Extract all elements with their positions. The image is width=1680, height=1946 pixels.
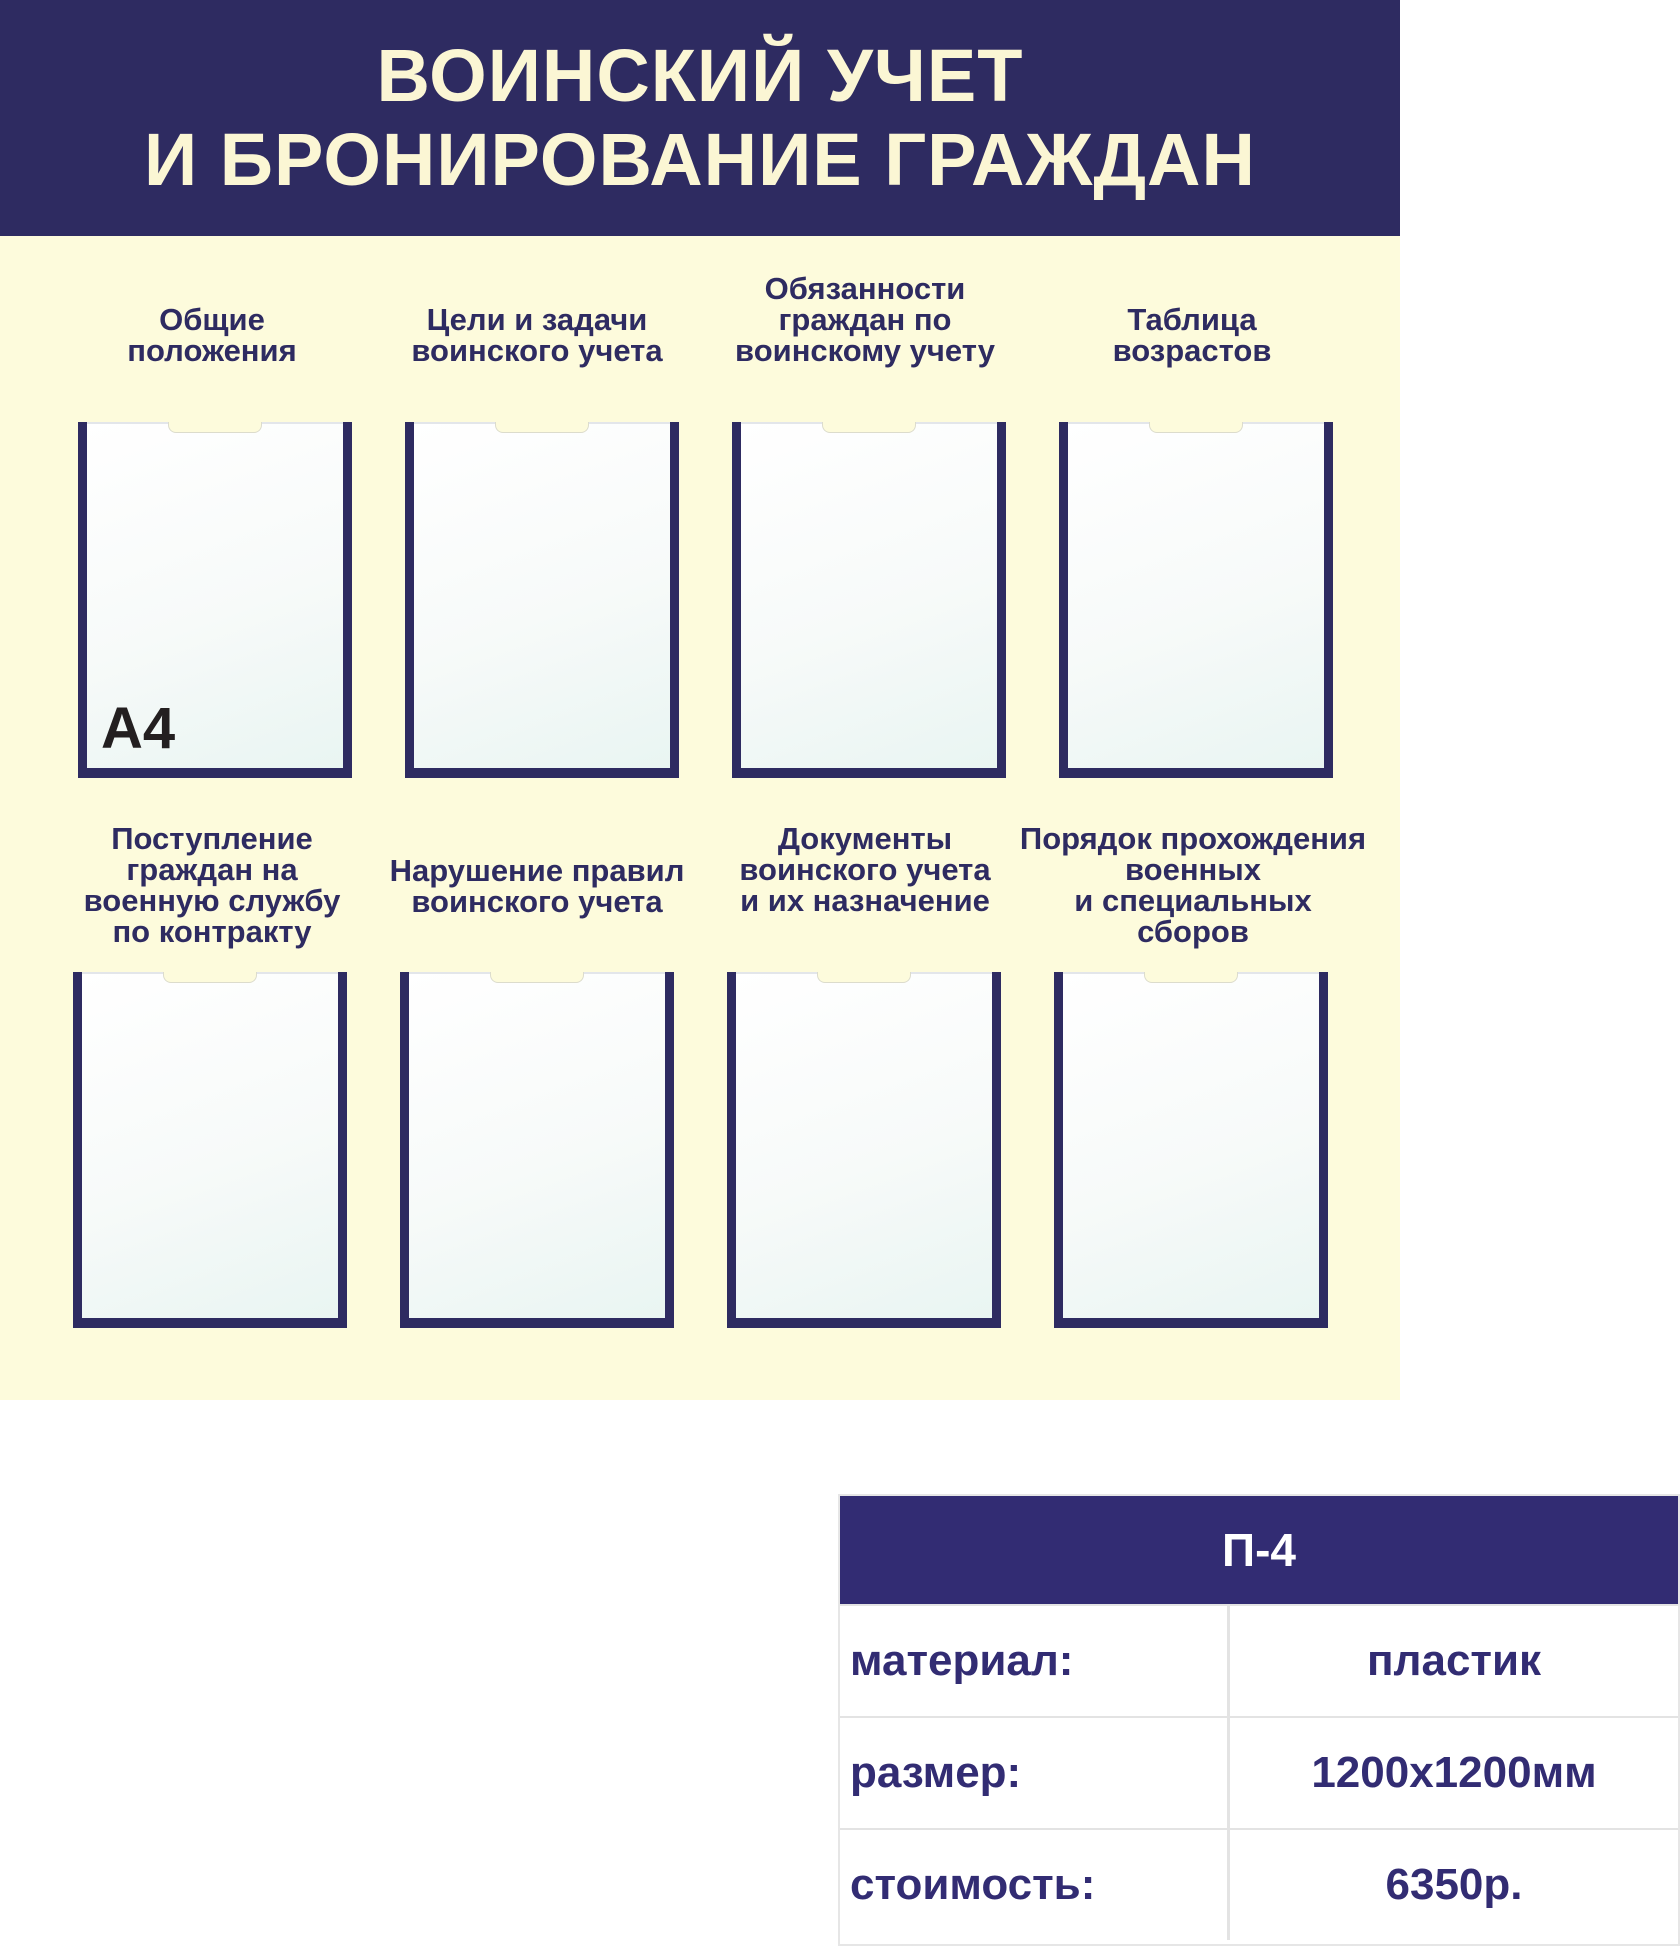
section-label-training-camps: Порядок прохождения военных и специальных сборов xyxy=(1019,821,1367,949)
pocket-tab xyxy=(495,422,589,433)
pocket-tab xyxy=(490,972,584,983)
a4-pocket xyxy=(78,422,352,778)
a4-pocket xyxy=(727,972,1001,1328)
section-label-rule-violations: Нарушение правил воинского учета xyxy=(389,853,685,919)
a4-format-label: А4 xyxy=(101,696,176,761)
spec-row-size xyxy=(840,1716,1678,1828)
pocket-tab xyxy=(163,972,257,983)
a4-pocket xyxy=(73,972,347,1328)
pocket-tab xyxy=(168,422,262,433)
pocket-tab xyxy=(1149,422,1243,433)
board-title-line-2: И БРОНИРОВАНИЕ ГРАЖДАН xyxy=(144,118,1256,201)
spec-table xyxy=(838,1494,1680,1946)
a4-pocket xyxy=(732,422,1006,778)
a4-pocket xyxy=(1059,422,1333,778)
section-label-contract-service: Поступление граждан на военную службу по контракту xyxy=(83,821,341,949)
board-header xyxy=(0,0,1400,236)
spec-value: 1200х1200мм xyxy=(1311,1748,1597,1797)
product-code: П-4 xyxy=(840,1496,1678,1604)
spec-label: стоимость: xyxy=(840,1830,1230,1940)
spec-row-material xyxy=(840,1604,1678,1716)
a4-pocket xyxy=(1054,972,1328,1328)
pocket-tab xyxy=(817,972,911,983)
section-label-goals-and-tasks: Цели и задачи воинского учета xyxy=(411,302,663,368)
spec-label: материал: xyxy=(840,1606,1230,1716)
section-label-age-table: Таблица возрастов xyxy=(1112,302,1272,368)
spec-row-price xyxy=(840,1828,1678,1940)
section-label-general-provisions: Общие положения xyxy=(127,302,297,368)
a4-pocket xyxy=(400,972,674,1328)
section-label-citizen-duties: Обязанности граждан по воинскому учету xyxy=(735,271,995,368)
pocket-tab xyxy=(822,422,916,433)
spec-label: размер: xyxy=(840,1718,1230,1828)
spec-value: пластик xyxy=(1366,1636,1542,1685)
spec-value: 6350р. xyxy=(1385,1860,1523,1909)
a4-pocket xyxy=(405,422,679,778)
section-label-registration-documents: Документы воинского учета и их назначение xyxy=(739,821,991,918)
board-title-line-1: ВОИНСКИЙ УЧЕТ xyxy=(376,34,1024,117)
pocket-tab xyxy=(1144,972,1238,983)
